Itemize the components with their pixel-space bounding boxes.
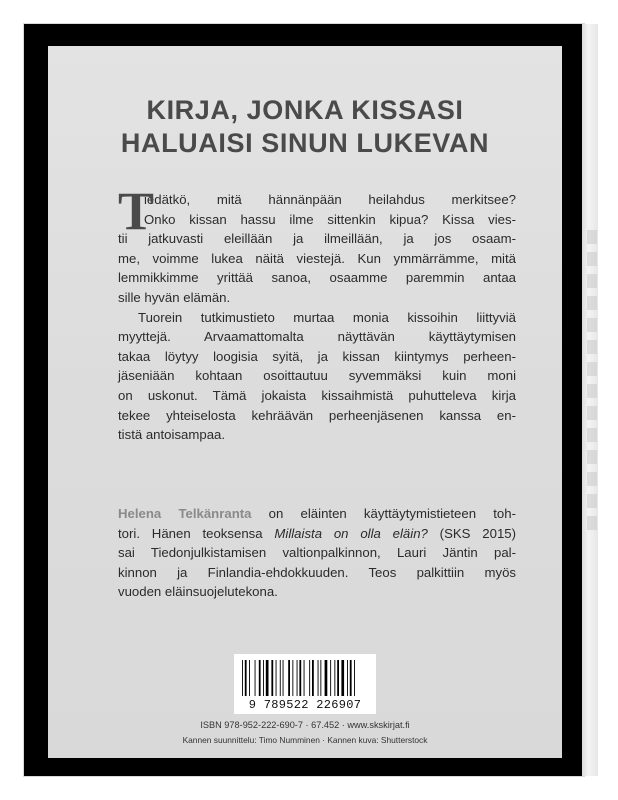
blurb-line: Onko kissan hassu ilme sittenkin kipua? Kissa vies- (144, 211, 516, 227)
blurb-line: on uskonut. Tämä jokaista kissaihmistä puhutteleva kirja (118, 387, 516, 403)
blurb-line: tii jatkuvasti eleillään ja ilmeillään, ja jos osaam- (118, 231, 516, 247)
cover-credits: Kannen suunnittelu: Timo Numminen · Kannen kuva: Shutterstock (182, 735, 428, 745)
author-bio-line: sai Tiedonjulkistamisen valtionpalkinnon, Lauri Jäntin pal- (118, 545, 516, 561)
isbn-line: ISBN 978-952-222-690-7 · 67.452 · www.skskirjat.fi (200, 720, 410, 730)
cover-headline (48, 94, 562, 160)
blurb-line: myyttejä. Arvaamattomalta näyttävän käyttäytymisen (118, 329, 516, 345)
author-bio-text: (SKS 2015) (427, 525, 517, 541)
headline-line-2: HALUAISI SINUN LUKEVAN (120, 128, 490, 158)
blurb-paragraph-2 (118, 308, 516, 445)
blurb-line: jäseniään kohtaan osoittautuu syvemmäksi kuin moni (118, 368, 516, 384)
author-bio-text: tori. Hänen teoksensa (118, 525, 275, 541)
barcode-bars (242, 660, 368, 696)
blurb-line: sille hyvän elämän. (118, 289, 231, 305)
back-cover-panel (48, 46, 562, 758)
blurb-line: Tuorein tutkimustieto murtaa monia kissoihin liittyviä (138, 309, 516, 325)
blurb-line: me, voimme lukea näitä viestejä. Kun ymmärrämme, mitä (118, 250, 516, 266)
spine-lettering (587, 230, 597, 530)
barcode-number: 9 789522 226907 (248, 698, 362, 712)
author-bio-line (118, 504, 516, 524)
blurb-line: takaa löytyy loogisia syitä, ja kissan kiintymys perheen- (118, 348, 516, 364)
barcode (234, 654, 376, 714)
author-bio-text: on eläinten käyttäytymistieteen toh- (251, 506, 516, 521)
drop-cap: T (118, 181, 155, 241)
author-bio-line: vuoden eläinsuojelutekona. (118, 584, 278, 600)
previous-book-title: Millaista on olla eläin? (274, 525, 428, 541)
author-name: Helena Telkänranta (118, 506, 252, 521)
author-bio (118, 504, 516, 602)
blurb-text (118, 181, 516, 445)
author-bio-line (118, 524, 516, 544)
blurb-line: tekee yhteiselosta kehräävän perheenjäsenen kanssa en- (118, 407, 516, 423)
headline-line-1: KIRJA, JONKA KISSASI (146, 95, 464, 125)
blurb-line: tistä antoisampaa. (118, 427, 226, 443)
author-bio-line: kinnon ja Finlandia-ehdokkuuden. Teos palkittiin myös (118, 564, 516, 580)
blurb-line: lemmikkimme yrittää sanoa, osaamme paremmin antaa (118, 270, 516, 286)
blurb-line-text: iedätkö, mitä hännänpään heilahdus merkitsee? (144, 192, 516, 207)
blurb-paragraph-1 (118, 181, 516, 308)
